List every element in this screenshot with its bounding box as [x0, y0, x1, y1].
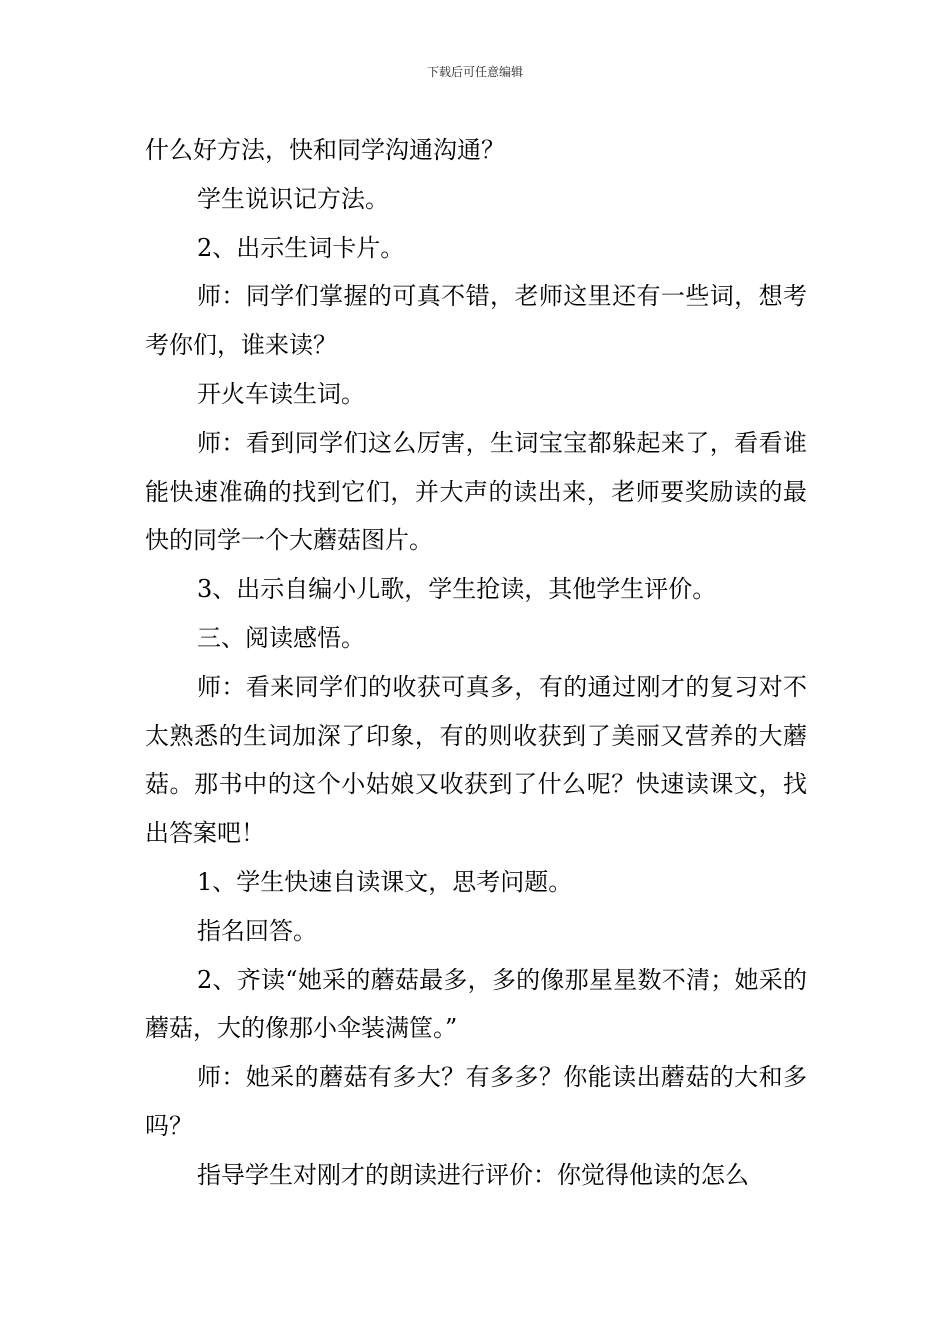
page-header: 下载后可任意编辑 [426, 65, 523, 79]
paragraph-14: 指导学生对刚才的朗读进行评价：你觉得他读的怎么 [197, 1160, 749, 1189]
paragraph-2: 学生说识记方法。 [197, 184, 389, 213]
paragraph-5: 开火车读生词。 [197, 379, 365, 408]
paragraph-9: 师：看来同学们的收获可真多，有的通过刚才的复习对不太熟悉的生词加深了印象，有的则收获到了美丽又营养的大蘑菇。那书中的这个小姑娘又收获到了什么呢？快速读课文，找出答案吧！ [145, 672, 807, 848]
paragraph-7: 3、出示自编小儿歌，学生抢读，其他学生评价。 [197, 575, 717, 604]
paragraph-12: 2、齐读“她采的蘑菇最多，多的像那星星数不清；她采的蘑菇，大的像那小伞装满筐。” [145, 965, 807, 1043]
section-heading: 三、阅读感悟。 [197, 623, 365, 652]
paragraph-3: 2、出示生词卡片。 [197, 233, 405, 262]
document-body [145, 126, 807, 1200]
paragraph-6: 师：看到同学们这么厉害，生词宝宝都躲起来了，看看谁能快速准确的找到它们，并大声的读出来，老师要奖励读的最快的同学一个大蘑菇图片。 [145, 428, 807, 555]
paragraph-13: 师：她采的蘑菇有多大？有多多？你能读出蘑菇的大和多吗？ [145, 1063, 807, 1140]
paragraph-1: 什么好方法，快和同学沟通沟通？ [145, 136, 505, 164]
paragraph-10: 1、学生快速自读课文，思考问题。 [197, 867, 573, 896]
paragraph-4: 师：同学们掌握的可真不错，老师这里还有一些词，想考考你们，谁来读？ [145, 282, 807, 360]
paragraph-11: 指名回答。 [197, 916, 317, 945]
